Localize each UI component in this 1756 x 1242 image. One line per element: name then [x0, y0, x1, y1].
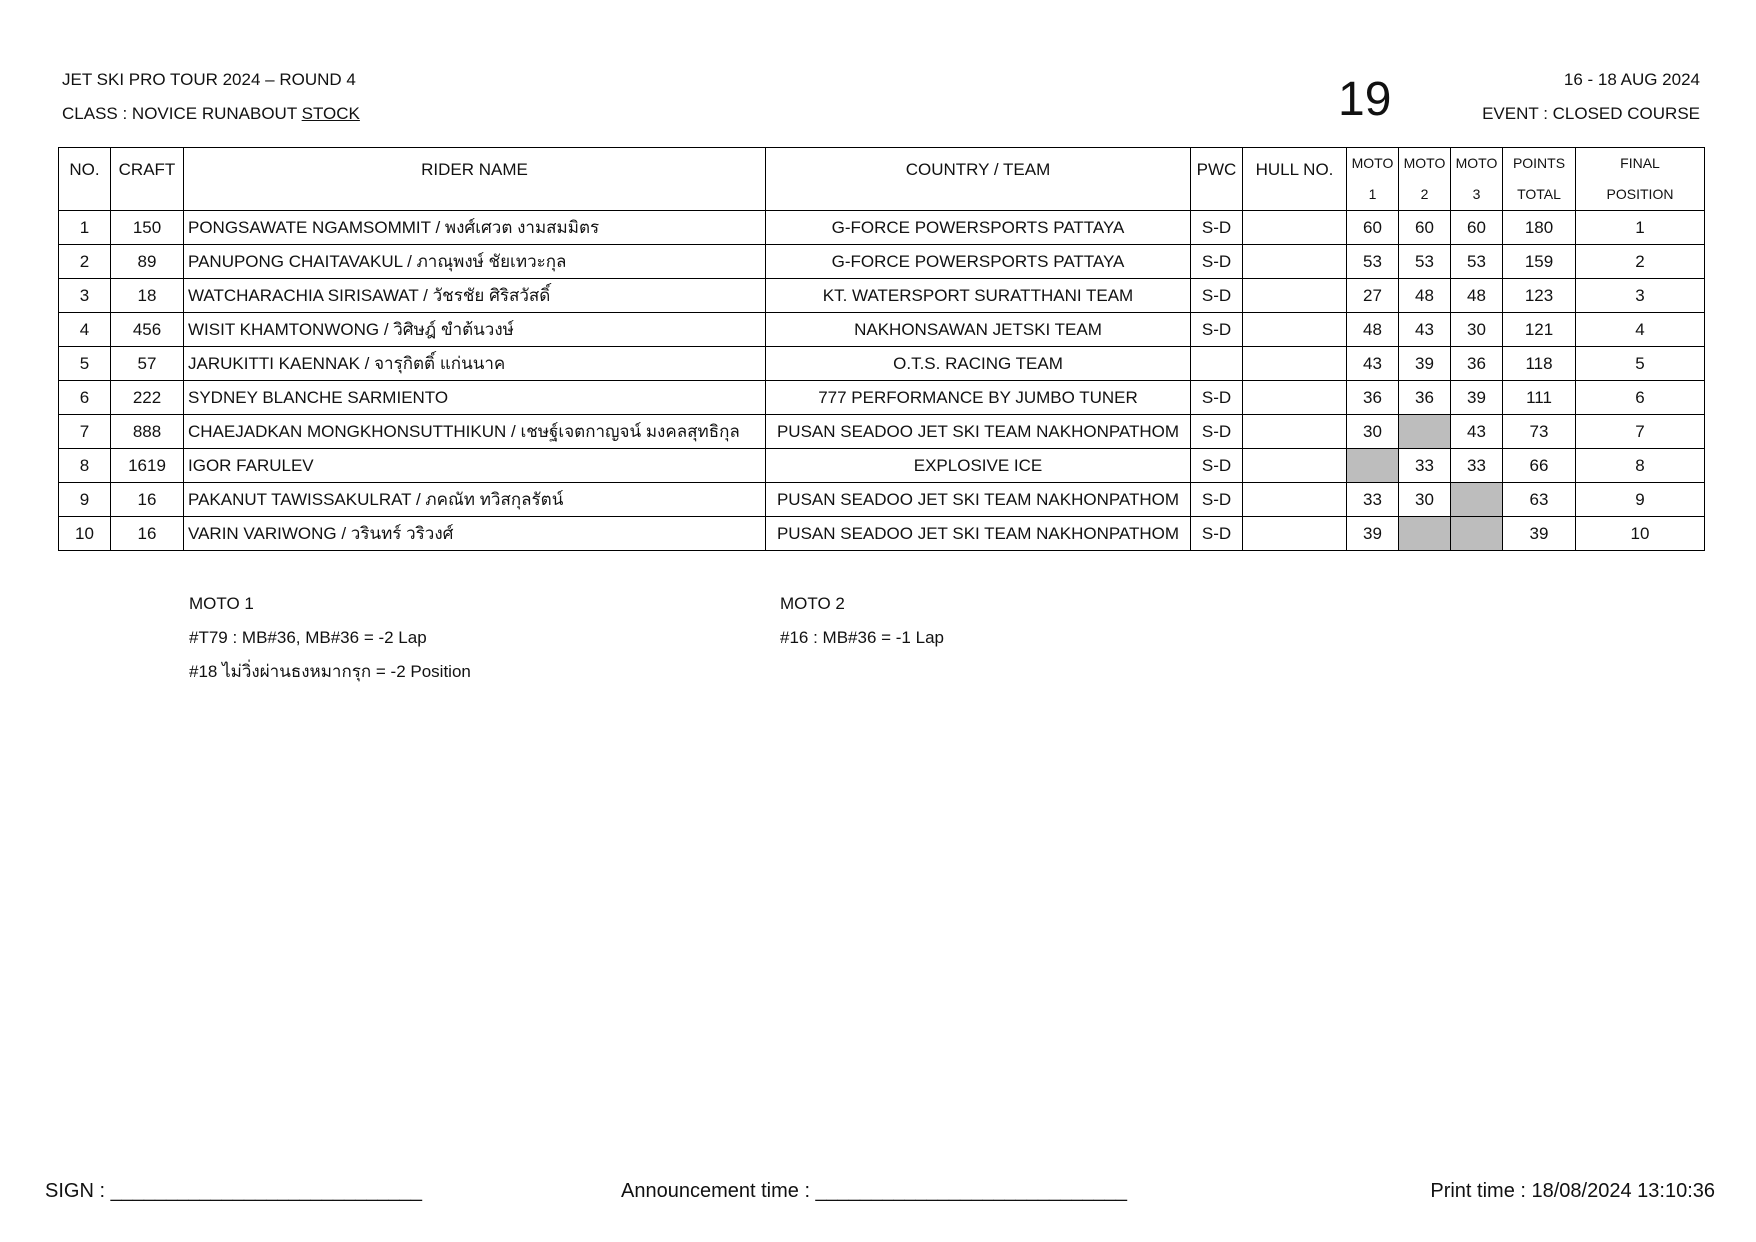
table-row	[59, 211, 1705, 245]
col-points-total: POINTS TOTAL	[1503, 148, 1576, 211]
cell-points-total: 180	[1503, 211, 1576, 245]
cell-no: 1	[59, 211, 111, 245]
cell-final-position: 9	[1576, 483, 1705, 517]
table-row	[59, 313, 1705, 347]
cell-moto1: 30	[1347, 415, 1399, 449]
cell-hull	[1243, 449, 1347, 483]
cell-pwc: S-D	[1191, 449, 1243, 483]
cell-moto2: 60	[1399, 211, 1451, 245]
cell-points-total: 111	[1503, 381, 1576, 415]
table-row	[59, 279, 1705, 313]
cell-moto3: 43	[1451, 415, 1503, 449]
cell-pwc: S-D	[1191, 381, 1243, 415]
print-time: Print time : 18/08/2024 13:10:36	[1430, 1180, 1715, 1202]
cell-moto1: 43	[1347, 347, 1399, 381]
cell-points-total: 118	[1503, 347, 1576, 381]
cell-pwc: S-D	[1191, 415, 1243, 449]
cell-hull	[1243, 415, 1347, 449]
cell-moto1: 27	[1347, 279, 1399, 313]
cell-points-total: 159	[1503, 245, 1576, 279]
cell-moto1: 39	[1347, 517, 1399, 551]
cell-no: 6	[59, 381, 111, 415]
cell-final-position: 10	[1576, 517, 1705, 551]
cell-no: 5	[59, 347, 111, 381]
cell-team: NAKHONSAWAN JETSKI TEAM	[766, 313, 1191, 347]
cell-hull	[1243, 347, 1347, 381]
cell-final-position: 8	[1576, 449, 1705, 483]
cell-pwc: S-D	[1191, 211, 1243, 245]
cell-final-position: 7	[1576, 415, 1705, 449]
cell-points-total: 66	[1503, 449, 1576, 483]
cell-hull	[1243, 313, 1347, 347]
cell-craft: 150	[111, 211, 184, 245]
table-header-row	[59, 148, 1705, 211]
cell-rider: WATCHARACHIA SIRISAWAT / วัชรชัย ศิริสวัสดิ์	[184, 279, 766, 313]
cell-no: 10	[59, 517, 111, 551]
cell-pwc: S-D	[1191, 279, 1243, 313]
cell-no: 8	[59, 449, 111, 483]
event-title: JET SKI PRO TOUR 2024 – ROUND 4	[62, 70, 356, 89]
cell-moto2	[1399, 517, 1451, 551]
cell-moto1: 60	[1347, 211, 1399, 245]
cell-craft: 222	[111, 381, 184, 415]
event-type: EVENT : CLOSED COURSE	[1482, 104, 1700, 123]
cell-final-position: 3	[1576, 279, 1705, 313]
col-craft: CRAFT	[111, 148, 184, 211]
cell-moto1	[1347, 449, 1399, 483]
cell-moto3: 53	[1451, 245, 1503, 279]
cell-team: PUSAN SEADOO JET SKI TEAM NAKHONPATHOM	[766, 517, 1191, 551]
col-moto1: MOTO 1	[1347, 148, 1399, 211]
cell-final-position: 2	[1576, 245, 1705, 279]
moto1-notes-title: MOTO 1	[189, 594, 254, 613]
col-rider: RIDER NAME	[184, 148, 766, 211]
cell-craft: 16	[111, 483, 184, 517]
class-label: CLASS : NOVICE RUNABOUT	[62, 104, 297, 123]
cell-craft: 89	[111, 245, 184, 279]
cell-final-position: 4	[1576, 313, 1705, 347]
cell-no: 9	[59, 483, 111, 517]
cell-hull	[1243, 483, 1347, 517]
table-row	[59, 347, 1705, 381]
cell-moto2: 30	[1399, 483, 1451, 517]
cell-no: 2	[59, 245, 111, 279]
cell-no: 3	[59, 279, 111, 313]
cell-pwc: S-D	[1191, 245, 1243, 279]
page-number: 19	[1338, 73, 1392, 126]
col-no: NO.	[59, 148, 111, 211]
cell-moto3	[1451, 483, 1503, 517]
moto1-notes	[189, 592, 471, 694]
cell-hull	[1243, 245, 1347, 279]
cell-moto2: 36	[1399, 381, 1451, 415]
cell-moto3: 48	[1451, 279, 1503, 313]
col-moto3: MOTO 3	[1451, 148, 1503, 211]
cell-moto2	[1399, 415, 1451, 449]
table-body	[59, 211, 1705, 551]
cell-team: KT. WATERSPORT SURATTHANI TEAM	[766, 279, 1191, 313]
cell-pwc: S-D	[1191, 517, 1243, 551]
cell-hull	[1243, 279, 1347, 313]
col-team: COUNTRY / TEAM	[766, 148, 1191, 211]
cell-pwc: S-D	[1191, 483, 1243, 517]
cell-hull	[1243, 381, 1347, 415]
cell-craft: 888	[111, 415, 184, 449]
cell-moto3: 30	[1451, 313, 1503, 347]
cell-craft: 456	[111, 313, 184, 347]
cell-no: 4	[59, 313, 111, 347]
cell-craft: 18	[111, 279, 184, 313]
col-final-position: FINAL POSITION	[1576, 148, 1705, 211]
cell-pwc	[1191, 347, 1243, 381]
cell-moto1: 36	[1347, 381, 1399, 415]
cell-moto2: 33	[1399, 449, 1451, 483]
cell-craft: 16	[111, 517, 184, 551]
cell-moto2: 43	[1399, 313, 1451, 347]
cell-rider: PONGSAWATE NGAMSOMMIT / พงศ์เศวต งามสมมิตร	[184, 211, 766, 245]
table-row	[59, 415, 1705, 449]
cell-team: EXPLOSIVE ICE	[766, 449, 1191, 483]
class-line	[62, 104, 360, 124]
cell-moto3: 60	[1451, 211, 1503, 245]
cell-moto1: 33	[1347, 483, 1399, 517]
table-row	[59, 245, 1705, 279]
cell-pwc: S-D	[1191, 313, 1243, 347]
moto2-notes	[780, 592, 944, 660]
cell-moto3: 33	[1451, 449, 1503, 483]
moto2-note-line: #16 : MB#36 = -1 Lap	[780, 628, 944, 647]
cell-team: O.T.S. RACING TEAM	[766, 347, 1191, 381]
sign-line: SIGN : ____________________________	[45, 1180, 423, 1202]
cell-no: 7	[59, 415, 111, 449]
cell-rider: VARIN VARIWONG / วรินทร์ วริวงศ์	[184, 517, 766, 551]
cell-points-total: 39	[1503, 517, 1576, 551]
results-table	[58, 147, 1705, 551]
table-row	[59, 483, 1705, 517]
cell-hull	[1243, 211, 1347, 245]
event-date: 16 - 18 AUG 2024	[1563, 70, 1700, 89]
cell-hull	[1243, 517, 1347, 551]
cell-rider: SYDNEY BLANCHE SARMIENTO	[184, 381, 766, 415]
cell-final-position: 1	[1576, 211, 1705, 245]
cell-moto2: 39	[1399, 347, 1451, 381]
cell-rider: WISIT KHAMTONWONG / วิศิษฎ์ ขำต้นวงษ์	[184, 313, 766, 347]
cell-team: 777 PERFORMANCE BY JUMBO TUNER	[766, 381, 1191, 415]
cell-team: G-FORCE POWERSPORTS PATTAYA	[766, 245, 1191, 279]
cell-moto3: 39	[1451, 381, 1503, 415]
cell-moto3: 36	[1451, 347, 1503, 381]
cell-craft: 57	[111, 347, 184, 381]
cell-team: PUSAN SEADOO JET SKI TEAM NAKHONPATHOM	[766, 483, 1191, 517]
col-pwc: PWC	[1191, 148, 1243, 211]
cell-points-total: 123	[1503, 279, 1576, 313]
cell-moto1: 53	[1347, 245, 1399, 279]
cell-points-total: 121	[1503, 313, 1576, 347]
cell-team: PUSAN SEADOO JET SKI TEAM NAKHONPATHOM	[766, 415, 1191, 449]
cell-team: G-FORCE POWERSPORTS PATTAYA	[766, 211, 1191, 245]
cell-craft: 1619	[111, 449, 184, 483]
cell-moto1: 48	[1347, 313, 1399, 347]
cell-final-position: 6	[1576, 381, 1705, 415]
cell-rider: CHAEJADKAN MONGKHONSUTTHIKUN / เชษฐ์เจตกาญจน์ มงคลสุทธิกุล	[184, 415, 766, 449]
col-moto2: MOTO 2	[1399, 148, 1451, 211]
moto1-note-line: #T79 : MB#36, MB#36 = -2 Lap	[189, 628, 427, 647]
table-row	[59, 449, 1705, 483]
cell-rider: JARUKITTI KAENNAK / จารุกิตติ์ แก่นนาค	[184, 347, 766, 381]
cell-rider: IGOR FARULEV	[184, 449, 766, 483]
col-hull: HULL NO.	[1243, 148, 1347, 211]
cell-moto2: 53	[1399, 245, 1451, 279]
cell-moto3	[1451, 517, 1503, 551]
table-row	[59, 517, 1705, 551]
cell-moto2: 48	[1399, 279, 1451, 313]
cell-final-position: 5	[1576, 347, 1705, 381]
moto1-note-line: #18 ไม่วิ่งผ่านธงหมากรุก = -2 Position	[189, 662, 471, 681]
cell-points-total: 73	[1503, 415, 1576, 449]
cell-rider: PANUPONG CHAITAVAKUL / ภาณุพงษ์ ชัยเทวะกุล	[184, 245, 766, 279]
moto2-notes-title: MOTO 2	[780, 594, 845, 613]
table-row	[59, 381, 1705, 415]
cell-rider: PAKANUT TAWISSAKULRAT / ภคณัท ทวิสกุลรัตน์	[184, 483, 766, 517]
announcement-time: Announcement time : ____________________________	[621, 1180, 1127, 1202]
class-stock: STOCK	[301, 104, 360, 123]
cell-points-total: 63	[1503, 483, 1576, 517]
